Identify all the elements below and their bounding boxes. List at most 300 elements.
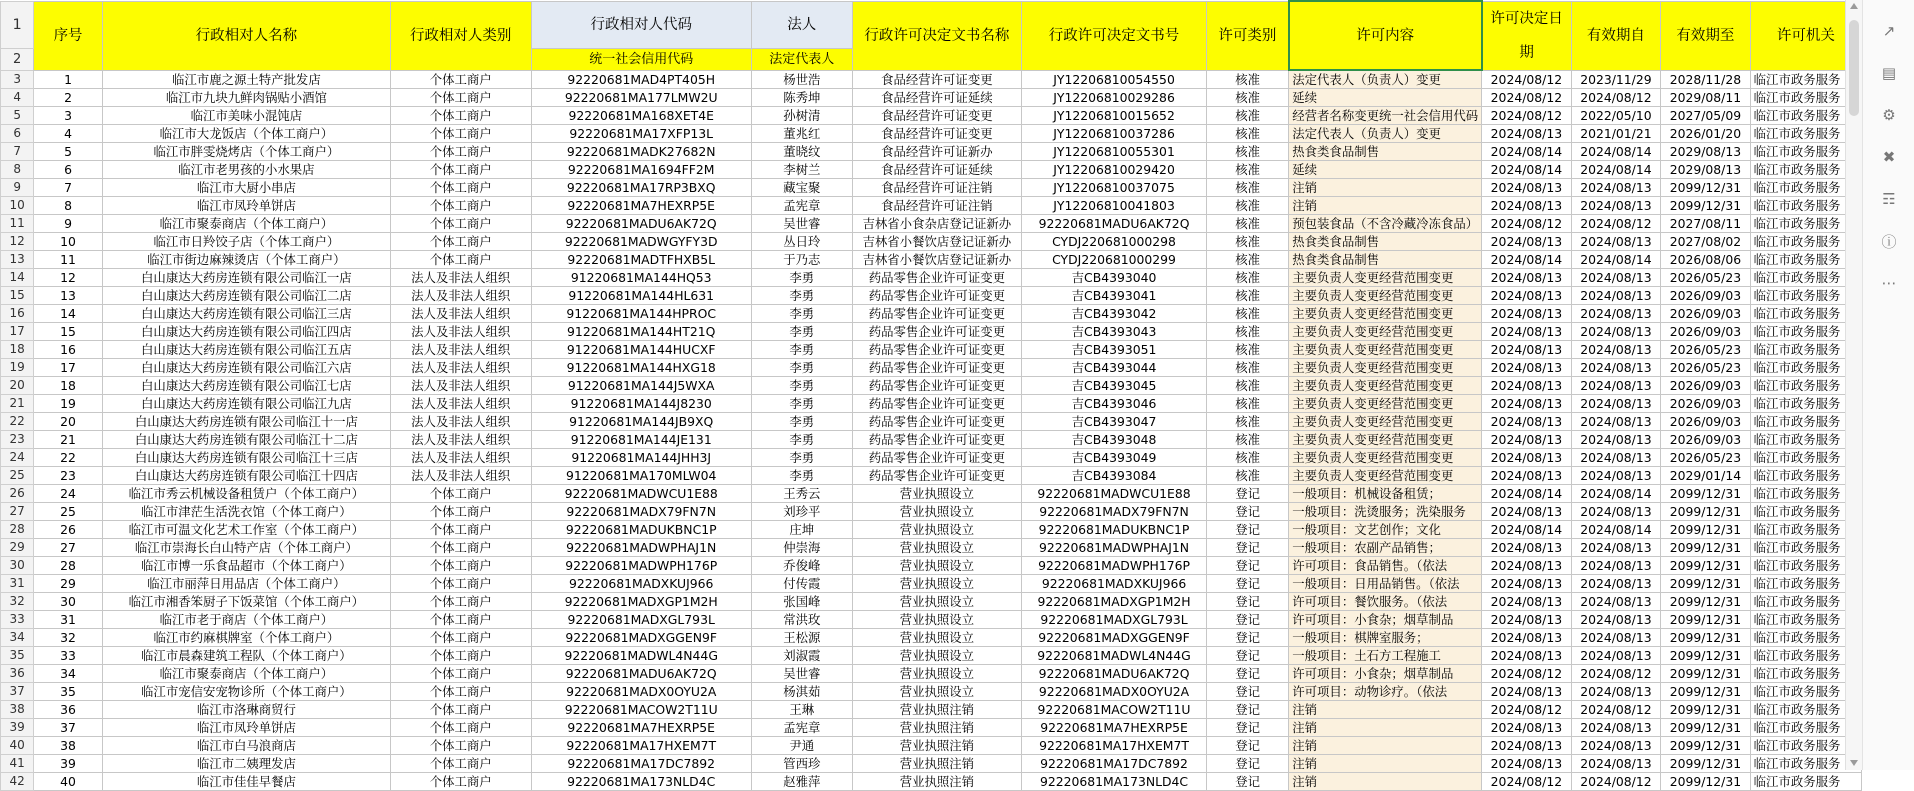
cell-from[interactable]: 2024/08/13	[1571, 719, 1661, 737]
cell-type[interactable]: 核准	[1207, 395, 1289, 413]
cell-to[interactable]: 2026/09/03	[1661, 287, 1751, 305]
cell-to[interactable]: 2026/09/03	[1661, 323, 1751, 341]
cell-code[interactable]: 92220681MADK27682N	[531, 143, 751, 161]
cell-content[interactable]: 主要负责人变更经营范围变更	[1289, 359, 1482, 377]
cell-content[interactable]: 许可项目：食品销售。（依法	[1289, 557, 1482, 575]
cell-doc-no[interactable]: 92220681MADWCU1E88	[1022, 485, 1207, 503]
cell-from[interactable]: 2024/08/12	[1571, 701, 1661, 719]
cell-to[interactable]: 2029/08/11	[1661, 89, 1751, 107]
cell-legal[interactable]: 董兆红	[751, 125, 852, 143]
cell-doc-name[interactable]: 营业执照设立	[852, 539, 1021, 557]
row-number[interactable]: 20	[1, 377, 34, 395]
cell-doc-name[interactable]: 食品经营许可证延续	[852, 161, 1021, 179]
cell-legal[interactable]: 仲崇海	[751, 539, 852, 557]
cell-doc-name[interactable]: 营业执照设立	[852, 485, 1021, 503]
cell-type[interactable]: 登记	[1207, 629, 1289, 647]
cell-to[interactable]: 2099/12/31	[1661, 683, 1751, 701]
row-number[interactable]: 32	[1, 593, 34, 611]
cell-type[interactable]: 核准	[1207, 269, 1289, 287]
row-number[interactable]: 37	[1, 683, 34, 701]
cell-name[interactable]: 白山康达大药房连锁有限公司临江二店	[102, 287, 390, 305]
cell-seq[interactable]: 8	[34, 197, 103, 215]
cell-seq[interactable]: 18	[34, 377, 103, 395]
cell-content[interactable]: 延续	[1289, 89, 1482, 107]
cell-content[interactable]: 主要负责人变更经营范围变更	[1289, 323, 1482, 341]
cell-seq[interactable]: 7	[34, 179, 103, 197]
cell-legal[interactable]: 王琳	[751, 701, 852, 719]
cell-to[interactable]: 2026/09/03	[1661, 413, 1751, 431]
cell-code[interactable]: 91220681MA144J5WXA	[531, 377, 751, 395]
cell-content[interactable]: 一般项目：农副产品销售；	[1289, 539, 1482, 557]
cell-from[interactable]: 2024/08/14	[1571, 251, 1661, 269]
cell-seq[interactable]: 38	[34, 737, 103, 755]
cell-legal[interactable]: 王松源	[751, 629, 852, 647]
row-number[interactable]: 12	[1, 233, 34, 251]
cell-to[interactable]: 2099/12/31	[1661, 593, 1751, 611]
cell-seq[interactable]: 19	[34, 395, 103, 413]
cell-legal[interactable]: 李勇	[751, 449, 852, 467]
cell-content[interactable]: 经营者名称变更统一社会信用代码	[1289, 107, 1482, 125]
cell-doc-no[interactable]: JY12206810054550	[1022, 70, 1207, 89]
cell-content[interactable]: 主要负责人变更经营范围变更	[1289, 413, 1482, 431]
cell-content[interactable]: 许可项目：小食杂；烟草制品	[1289, 611, 1482, 629]
cell-code[interactable]: 92220681MA17HXEM7T	[531, 737, 751, 755]
cell-seq[interactable]: 35	[34, 683, 103, 701]
cell-type[interactable]: 核准	[1207, 287, 1289, 305]
cell-doc-no[interactable]: JY12206810037075	[1022, 179, 1207, 197]
cell-code[interactable]: 92220681MADWPH176P	[531, 557, 751, 575]
header-type[interactable]: 许可类别	[1207, 1, 1289, 70]
cell-content[interactable]: 主要负责人变更经营范围变更	[1289, 269, 1482, 287]
cell-category[interactable]: 个体工商户	[390, 665, 531, 683]
cell-content[interactable]: 注销	[1289, 197, 1482, 215]
row-number[interactable]: 26	[1, 485, 34, 503]
cell-from[interactable]: 2024/08/13	[1571, 575, 1661, 593]
cell-type[interactable]: 登记	[1207, 521, 1289, 539]
cell-type[interactable]: 核准	[1207, 305, 1289, 323]
cell-legal[interactable]: 董晓纹	[751, 143, 852, 161]
cell-type[interactable]: 核准	[1207, 125, 1289, 143]
cell-date[interactable]: 2024/08/13	[1482, 233, 1572, 251]
cell-date[interactable]: 2024/08/13	[1482, 611, 1572, 629]
cell-org[interactable]: 临江市政务服务	[1750, 485, 1861, 503]
cell-doc-name[interactable]: 吉林省小食杂店登记证新办	[852, 215, 1021, 233]
cell-doc-no[interactable]: JY12206810041803	[1022, 197, 1207, 215]
cell-type[interactable]: 核准	[1207, 89, 1289, 107]
cell-to[interactable]: 2099/12/31	[1661, 719, 1751, 737]
cell-from[interactable]: 2024/08/13	[1571, 467, 1661, 485]
cell-to[interactable]: 2099/12/31	[1661, 557, 1751, 575]
cell-code[interactable]: 91220681MA144J8230	[531, 395, 751, 413]
cell-org[interactable]: 临江市政务服务	[1750, 107, 1861, 125]
cell-category[interactable]: 法人及非法人组织	[390, 359, 531, 377]
subheader-code[interactable]: 统一社会信用代码	[531, 48, 751, 70]
cell-name[interactable]: 临江市津茫生活洗衣馆（个体工商户）	[102, 503, 390, 521]
cell-code[interactable]: 92220681MA17XFP13L	[531, 125, 751, 143]
cell-org[interactable]: 临江市政务服务	[1750, 683, 1861, 701]
cell-category[interactable]: 个体工商户	[390, 125, 531, 143]
cell-doc-name[interactable]: 药品零售企业许可证变更	[852, 449, 1021, 467]
cell-name[interactable]: 临江市白马浪商店	[102, 737, 390, 755]
cell-date[interactable]: 2024/08/12	[1482, 773, 1572, 791]
cell-category[interactable]: 个体工商户	[390, 107, 531, 125]
row-number[interactable]: 40	[1, 737, 34, 755]
cell-code[interactable]: 92220681MAD4PT405H	[531, 70, 751, 89]
cell-to[interactable]: 2099/12/31	[1661, 179, 1751, 197]
cell-doc-no[interactable]: 92220681MADXGGEN9F	[1022, 629, 1207, 647]
cell-content[interactable]: 热食类食品制售	[1289, 251, 1482, 269]
cell-org[interactable]: 临江市政务服务	[1750, 701, 1861, 719]
row-number[interactable]: 42	[1, 773, 34, 791]
cell-org[interactable]: 临江市政务服务	[1750, 233, 1861, 251]
cell-code[interactable]: 92220681MA1694FF2M	[531, 161, 751, 179]
cell-date[interactable]: 2024/08/14	[1482, 521, 1572, 539]
cell-doc-no[interactable]: JY12206810055301	[1022, 143, 1207, 161]
cell-name[interactable]: 白山康达大药房连锁有限公司临江十一店	[102, 413, 390, 431]
cell-legal[interactable]: 李勇	[751, 359, 852, 377]
cell-code[interactable]: 92220681MA7HEXRP5E	[531, 719, 751, 737]
cell-org[interactable]: 临江市政务服务	[1750, 323, 1861, 341]
cell-org[interactable]: 临江市政务服务	[1750, 449, 1861, 467]
cell-category[interactable]: 个体工商户	[390, 215, 531, 233]
cell-to[interactable]: 2026/08/06	[1661, 251, 1751, 269]
cell-name[interactable]: 临江市聚泰商店（个体工商户）	[102, 665, 390, 683]
cell-type[interactable]: 核准	[1207, 233, 1289, 251]
header-org[interactable]: 许可机关	[1750, 1, 1861, 70]
cell-category[interactable]: 法人及非法人组织	[390, 431, 531, 449]
cell-legal[interactable]: 刘珍平	[751, 503, 852, 521]
cell-content[interactable]: 注销	[1289, 719, 1482, 737]
cell-category[interactable]: 法人及非法人组织	[390, 377, 531, 395]
cell-category[interactable]: 个体工商户	[390, 593, 531, 611]
row-number[interactable]: 14	[1, 269, 34, 287]
cell-date[interactable]: 2024/08/13	[1482, 575, 1572, 593]
cell-doc-name[interactable]: 营业执照注销	[852, 773, 1021, 791]
cell-legal[interactable]: 李勇	[751, 413, 852, 431]
cell-category[interactable]: 法人及非法人组织	[390, 413, 531, 431]
cell-from[interactable]: 2024/08/12	[1571, 665, 1661, 683]
cell-to[interactable]: 2099/12/31	[1661, 485, 1751, 503]
grid-link-icon[interactable]: ▤	[1881, 64, 1897, 82]
cell-category[interactable]: 个体工商户	[390, 701, 531, 719]
cell-to[interactable]: 2026/01/20	[1661, 125, 1751, 143]
cell-org[interactable]: 临江市政务服务	[1750, 70, 1861, 89]
cell-category[interactable]: 个体工商户	[390, 755, 531, 773]
cell-category[interactable]: 法人及非法人组织	[390, 287, 531, 305]
row-number[interactable]: 36	[1, 665, 34, 683]
cell-name[interactable]: 临江市可温文化艺术工作室（个体工商户）	[102, 521, 390, 539]
cell-code[interactable]: 92220681MADXGP1M2H	[531, 593, 751, 611]
row-number[interactable]: 23	[1, 431, 34, 449]
cell-from[interactable]: 2024/08/13	[1571, 683, 1661, 701]
cell-to[interactable]: 2099/12/31	[1661, 611, 1751, 629]
cell-org[interactable]: 临江市政务服务	[1750, 143, 1861, 161]
cell-type[interactable]: 登记	[1207, 665, 1289, 683]
cell-date[interactable]: 2024/08/12	[1482, 215, 1572, 233]
cell-legal[interactable]: 于乃志	[751, 251, 852, 269]
cell-legal[interactable]: 丛日玲	[751, 233, 852, 251]
cell-from[interactable]: 2024/08/13	[1571, 611, 1661, 629]
cell-seq[interactable]: 6	[34, 161, 103, 179]
cell-legal[interactable]: 付传霞	[751, 575, 852, 593]
cell-org[interactable]: 临江市政务服务	[1750, 305, 1861, 323]
row-number[interactable]: 17	[1, 323, 34, 341]
cell-seq[interactable]: 28	[34, 557, 103, 575]
cell-legal[interactable]: 李勇	[751, 323, 852, 341]
cell-doc-name[interactable]: 药品零售企业许可证变更	[852, 467, 1021, 485]
cell-code[interactable]: 92220681MADXKUJ966	[531, 575, 751, 593]
cell-org[interactable]: 临江市政务服务	[1750, 215, 1861, 233]
cell-date[interactable]: 2024/08/13	[1482, 539, 1572, 557]
cell-doc-no[interactable]: 吉CB4393042	[1022, 305, 1207, 323]
vertical-scrollbar[interactable]	[1845, 0, 1862, 770]
cell-name[interactable]: 白山康达大药房连锁有限公司临江四店	[102, 323, 390, 341]
cell-to[interactable]: 2099/12/31	[1661, 539, 1751, 557]
cell-date[interactable]: 2024/08/13	[1482, 719, 1572, 737]
cell-to[interactable]: 2099/12/31	[1661, 503, 1751, 521]
cell-org[interactable]: 临江市政务服务	[1750, 251, 1861, 269]
cell-date[interactable]: 2024/08/13	[1482, 269, 1572, 287]
cell-doc-no[interactable]: 92220681MA7HEXRP5E	[1022, 719, 1207, 737]
cell-type[interactable]: 登记	[1207, 503, 1289, 521]
cell-code[interactable]: 92220681MADWGYFY3D	[531, 233, 751, 251]
cell-from[interactable]: 2024/08/13	[1571, 593, 1661, 611]
cell-to[interactable]: 2027/08/02	[1661, 233, 1751, 251]
cell-to[interactable]: 2099/12/31	[1661, 737, 1751, 755]
cell-from[interactable]: 2024/08/14	[1571, 521, 1661, 539]
cell-doc-name[interactable]: 药品零售企业许可证变更	[852, 341, 1021, 359]
cell-code[interactable]: 91220681MA144HXG18	[531, 359, 751, 377]
cell-content[interactable]: 一般项目：日用品销售。（依法	[1289, 575, 1482, 593]
cell-doc-no[interactable]: 吉CB4393040	[1022, 269, 1207, 287]
cell-doc-name[interactable]: 食品经营许可证延续	[852, 89, 1021, 107]
cell-doc-name[interactable]: 食品经营许可证注销	[852, 197, 1021, 215]
cell-doc-name[interactable]: 药品零售企业许可证变更	[852, 395, 1021, 413]
cell-doc-name[interactable]: 营业执照注销	[852, 701, 1021, 719]
row-number[interactable]: 30	[1, 557, 34, 575]
row-number[interactable]: 39	[1, 719, 34, 737]
cell-code[interactable]: 91220681MA144HPROC	[531, 305, 751, 323]
cell-seq[interactable]: 23	[34, 467, 103, 485]
cell-doc-no[interactable]: 吉CB4393047	[1022, 413, 1207, 431]
row-number[interactable]: 13	[1, 251, 34, 269]
cell-type[interactable]: 登记	[1207, 701, 1289, 719]
cell-doc-name[interactable]: 药品零售企业许可证变更	[852, 431, 1021, 449]
cell-type[interactable]: 核准	[1207, 251, 1289, 269]
cell-category[interactable]: 个体工商户	[390, 557, 531, 575]
cell-from[interactable]: 2024/08/13	[1571, 341, 1661, 359]
cell-category[interactable]: 法人及非法人组织	[390, 467, 531, 485]
cell-org[interactable]: 临江市政务服务	[1750, 197, 1861, 215]
header-to[interactable]: 有效期至	[1661, 1, 1751, 70]
cell-date[interactable]: 2024/08/12	[1482, 89, 1572, 107]
row-number[interactable]: 34	[1, 629, 34, 647]
cell-date[interactable]: 2024/08/13	[1482, 413, 1572, 431]
cell-doc-name[interactable]: 营业执照设立	[852, 575, 1021, 593]
cell-content[interactable]: 一般项目：文艺创作；文化	[1289, 521, 1482, 539]
cell-doc-no[interactable]: 92220681MADWPHAJ1N	[1022, 539, 1207, 557]
row-number[interactable]: 33	[1, 611, 34, 629]
cell-date[interactable]: 2024/08/13	[1482, 179, 1572, 197]
cell-name[interactable]: 临江市老于商店（个体工商户）	[102, 611, 390, 629]
cell-category[interactable]: 个体工商户	[390, 179, 531, 197]
cell-date[interactable]: 2024/08/13	[1482, 737, 1572, 755]
cell-legal[interactable]: 吴世睿	[751, 665, 852, 683]
cell-type[interactable]: 登记	[1207, 575, 1289, 593]
cell-doc-no[interactable]: 吉CB4393048	[1022, 431, 1207, 449]
cell-org[interactable]: 临江市政务服务	[1750, 269, 1861, 287]
cell-category[interactable]: 个体工商户	[390, 197, 531, 215]
cell-seq[interactable]: 5	[34, 143, 103, 161]
cell-doc-no[interactable]: 92220681MADXKUJ966	[1022, 575, 1207, 593]
cell-name[interactable]: 白山康达大药房连锁有限公司临江一店	[102, 269, 390, 287]
cell-date[interactable]: 2024/08/14	[1482, 251, 1572, 269]
header-seq[interactable]: 序号	[34, 1, 103, 70]
cell-date[interactable]: 2024/08/13	[1482, 305, 1572, 323]
cell-type[interactable]: 登记	[1207, 557, 1289, 575]
cell-date[interactable]: 2024/08/13	[1482, 125, 1572, 143]
cell-legal[interactable]: 吴世睿	[751, 215, 852, 233]
cell-category[interactable]: 个体工商户	[390, 70, 531, 89]
cell-code[interactable]: 92220681MADXGL793L	[531, 611, 751, 629]
cell-from[interactable]: 2024/08/13	[1571, 737, 1661, 755]
cell-content[interactable]: 一般项目：棋牌室服务；	[1289, 629, 1482, 647]
header-content[interactable]: 许可内容	[1289, 1, 1482, 70]
cell-category[interactable]: 个体工商户	[390, 233, 531, 251]
cell-doc-name[interactable]: 食品经营许可证变更	[852, 107, 1021, 125]
cell-org[interactable]: 临江市政务服务	[1750, 341, 1861, 359]
cell-doc-no[interactable]: 92220681MACOW2T11U	[1022, 701, 1207, 719]
cell-category[interactable]: 个体工商户	[390, 629, 531, 647]
cell-seq[interactable]: 22	[34, 449, 103, 467]
cell-name[interactable]: 临江市胖雯烧烤店（个体工商户）	[102, 143, 390, 161]
cell-content[interactable]: 法定代表人（负责人）变更	[1289, 125, 1482, 143]
cell-org[interactable]: 临江市政务服务	[1750, 89, 1861, 107]
cell-to[interactable]: 2026/09/03	[1661, 305, 1751, 323]
cell-date[interactable]: 2024/08/14	[1482, 485, 1572, 503]
cell-legal[interactable]: 常洪玫	[751, 611, 852, 629]
cell-name[interactable]: 白山康达大药房连锁有限公司临江九店	[102, 395, 390, 413]
cell-org[interactable]: 临江市政务服务	[1750, 773, 1861, 791]
cell-from[interactable]: 2024/08/13	[1571, 179, 1661, 197]
row-number[interactable]: 9	[1, 179, 34, 197]
cell-org[interactable]: 临江市政务服务	[1750, 611, 1861, 629]
cell-type[interactable]: 核准	[1207, 449, 1289, 467]
header-name[interactable]: 行政相对人名称	[102, 1, 390, 70]
cell-category[interactable]: 个体工商户	[390, 89, 531, 107]
cell-seq[interactable]: 2	[34, 89, 103, 107]
cell-date[interactable]: 2024/08/12	[1482, 701, 1572, 719]
cell-from[interactable]: 2024/08/13	[1571, 413, 1661, 431]
cell-doc-name[interactable]: 药品零售企业许可证变更	[852, 413, 1021, 431]
cell-content[interactable]: 许可项目：餐饮服务。（依法	[1289, 593, 1482, 611]
cell-content[interactable]: 主要负责人变更经营范围变更	[1289, 431, 1482, 449]
cell-category[interactable]: 法人及非法人组织	[390, 449, 531, 467]
cell-code[interactable]: 92220681MA173NLD4C	[531, 773, 751, 791]
cell-legal[interactable]: 孙树清	[751, 107, 852, 125]
cell-legal[interactable]: 李勇	[751, 467, 852, 485]
cell-content[interactable]: 主要负责人变更经营范围变更	[1289, 395, 1482, 413]
cell-from[interactable]: 2024/08/13	[1571, 305, 1661, 323]
cell-category[interactable]: 法人及非法人组织	[390, 341, 531, 359]
cell-to[interactable]: 2099/12/31	[1661, 629, 1751, 647]
cell-seq[interactable]: 37	[34, 719, 103, 737]
row-number[interactable]: 22	[1, 413, 34, 431]
row-number[interactable]: 25	[1, 467, 34, 485]
cell-doc-name[interactable]: 营业执照注销	[852, 737, 1021, 755]
cell-doc-name[interactable]: 药品零售企业许可证变更	[852, 269, 1021, 287]
cell-date[interactable]: 2024/08/13	[1482, 503, 1572, 521]
cell-date[interactable]: 2024/08/12	[1482, 70, 1572, 89]
cell-code[interactable]: 91220681MA144HT21Q	[531, 323, 751, 341]
cell-seq[interactable]: 30	[34, 593, 103, 611]
cell-name[interactable]: 临江市凤玲单饼店	[102, 197, 390, 215]
cell-type[interactable]: 核准	[1207, 341, 1289, 359]
cell-type[interactable]: 核准	[1207, 323, 1289, 341]
cell-from[interactable]: 2024/08/13	[1571, 647, 1661, 665]
cell-to[interactable]: 2026/09/03	[1661, 377, 1751, 395]
cell-type[interactable]: 核准	[1207, 431, 1289, 449]
cell-doc-name[interactable]: 营业执照注销	[852, 755, 1021, 773]
cell-date[interactable]: 2024/08/13	[1482, 341, 1572, 359]
cell-name[interactable]: 临江市大厨小串店	[102, 179, 390, 197]
cell-code[interactable]: 92220681MADX79FN7N	[531, 503, 751, 521]
cell-name[interactable]: 白山康达大药房连锁有限公司临江七店	[102, 377, 390, 395]
cell-content[interactable]: 延续	[1289, 161, 1482, 179]
cell-content[interactable]: 主要负责人变更经营范围变更	[1289, 305, 1482, 323]
cell-org[interactable]: 临江市政务服务	[1750, 359, 1861, 377]
cell-doc-no[interactable]: 吉CB4393084	[1022, 467, 1207, 485]
cell-content[interactable]: 热食类食品制售	[1289, 233, 1482, 251]
cell-legal[interactable]: 尹通	[751, 737, 852, 755]
cell-from[interactable]: 2021/01/21	[1571, 125, 1661, 143]
cell-to[interactable]: 2027/08/11	[1661, 215, 1751, 233]
cell-doc-no[interactable]: 吉CB4393051	[1022, 341, 1207, 359]
cell-org[interactable]: 临江市政务服务	[1750, 377, 1861, 395]
cell-seq[interactable]: 17	[34, 359, 103, 377]
cell-legal[interactable]: 李勇	[751, 305, 852, 323]
cell-content[interactable]: 注销	[1289, 737, 1482, 755]
scrollbar-thumb[interactable]	[1849, 20, 1859, 116]
cell-doc-name[interactable]: 药品零售企业许可证变更	[852, 359, 1021, 377]
cell-to[interactable]: 2099/12/31	[1661, 755, 1751, 773]
cell-doc-name[interactable]: 药品零售企业许可证变更	[852, 305, 1021, 323]
cell-type[interactable]: 核准	[1207, 179, 1289, 197]
cell-legal[interactable]: 杨世浩	[751, 70, 852, 89]
cell-from[interactable]: 2024/08/13	[1571, 629, 1661, 647]
row-number[interactable]: 21	[1, 395, 34, 413]
row-number[interactable]: 5	[1, 107, 34, 125]
cell-content[interactable]: 许可项目：动物诊疗。（依法	[1289, 683, 1482, 701]
cell-name[interactable]: 临江市凤玲单饼店	[102, 719, 390, 737]
cell-org[interactable]: 临江市政务服务	[1750, 665, 1861, 683]
cell-code[interactable]: 91220681MA144HL631	[531, 287, 751, 305]
row-number[interactable]: 4	[1, 89, 34, 107]
cell-to[interactable]: 2026/09/03	[1661, 395, 1751, 413]
cell-legal[interactable]: 杨淇茹	[751, 683, 852, 701]
cell-doc-no[interactable]: 吉CB4393045	[1022, 377, 1207, 395]
cell-type[interactable]: 登记	[1207, 611, 1289, 629]
cell-type[interactable]: 登记	[1207, 719, 1289, 737]
cell-from[interactable]: 2024/08/13	[1571, 287, 1661, 305]
cell-category[interactable]: 法人及非法人组织	[390, 305, 531, 323]
cell-category[interactable]: 个体工商户	[390, 647, 531, 665]
cell-date[interactable]: 2024/08/13	[1482, 755, 1572, 773]
cell-to[interactable]: 2029/08/13	[1661, 143, 1751, 161]
row-number[interactable]: 2	[1, 48, 34, 70]
cell-type[interactable]: 核准	[1207, 215, 1289, 233]
cell-name[interactable]: 临江市崇海长白山特产店（个体工商户）	[102, 539, 390, 557]
